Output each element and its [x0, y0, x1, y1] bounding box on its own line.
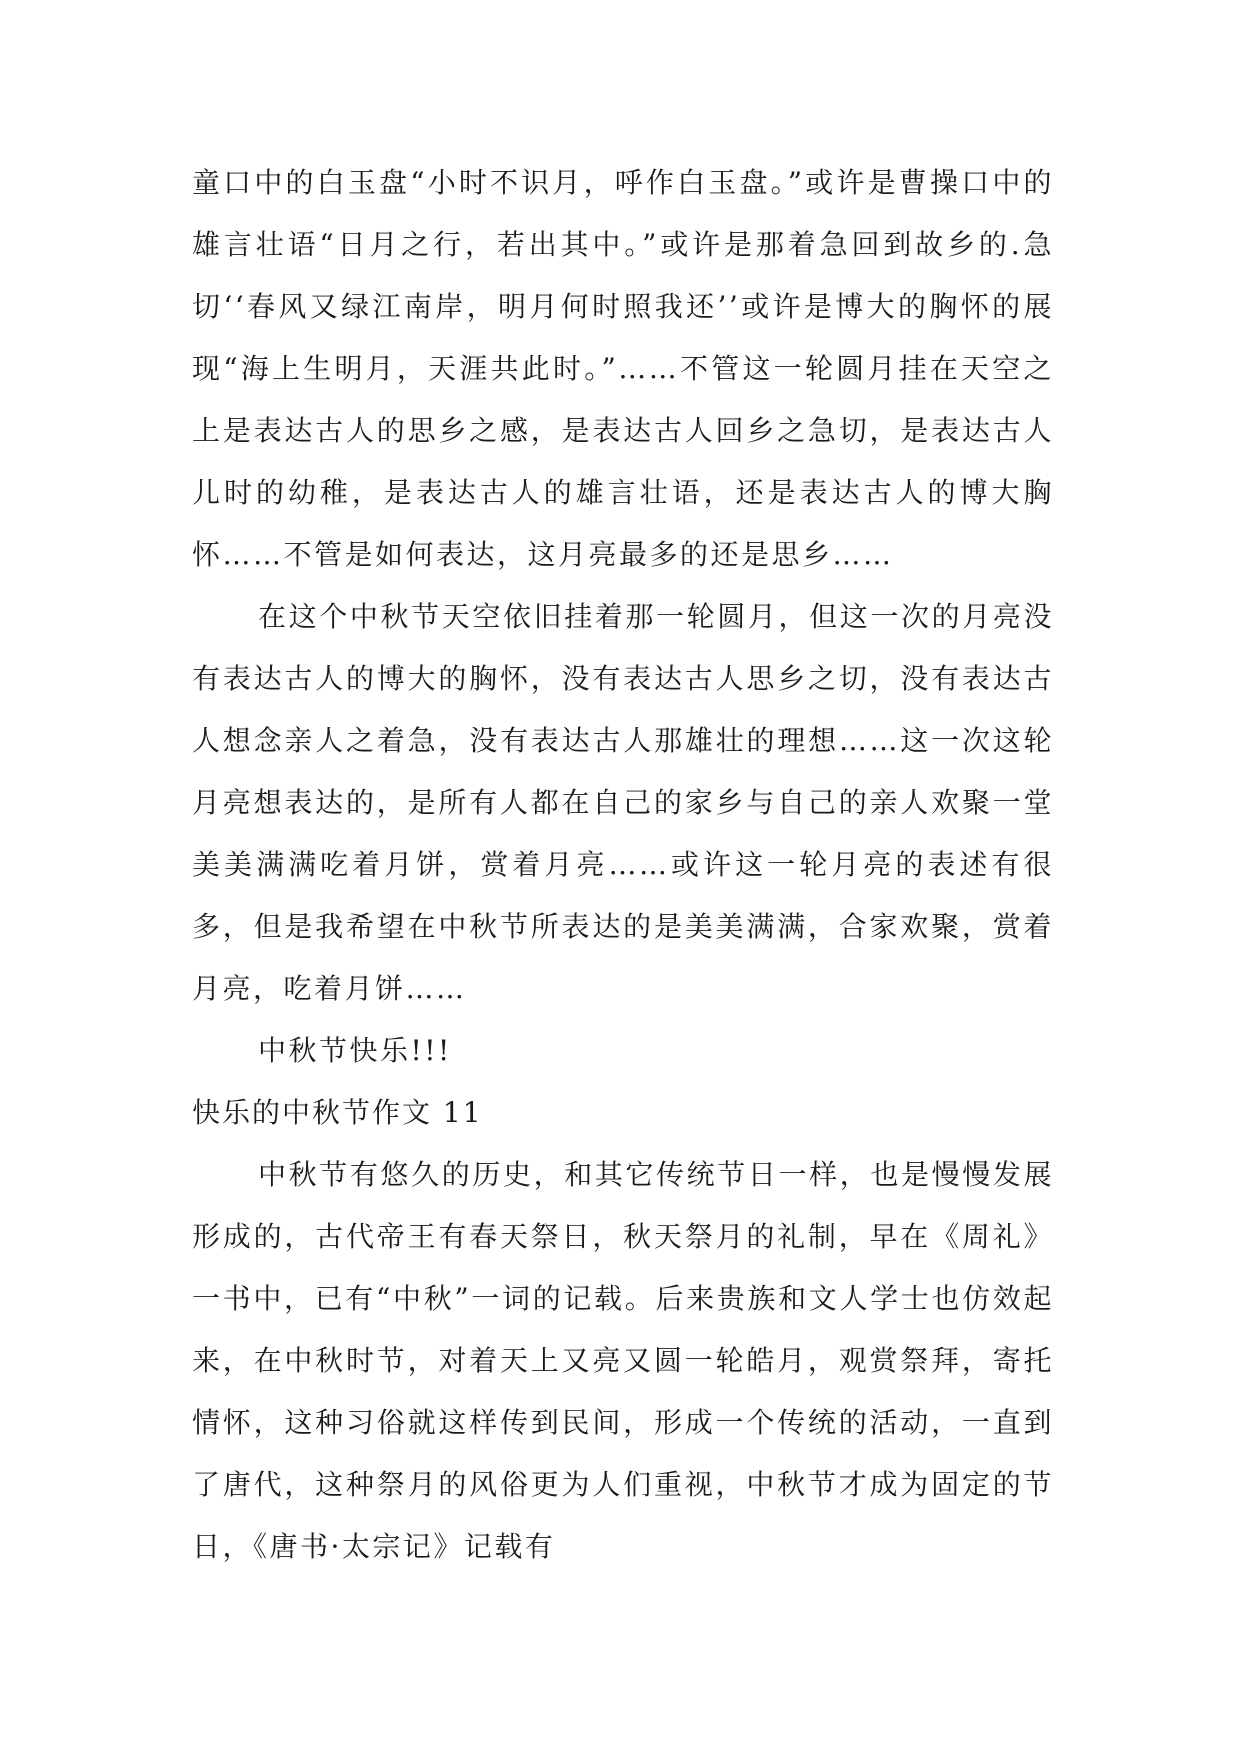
paragraph-moon-poems: 童口中的白玉盘“小时不识月，呼作白玉盘。”或许是曹操口中的雄言壮语“日月之行，若出其中。”或许是那着急回到故乡的.急切‘‘春风又绿江南岸，明月何时照我还’’或许是博大的胸怀的展现“海上生明月，天涯共此时。”……不管这一轮圆月挂在天空之上是表达古人的思乡之感，是表达古人回乡之急切，是表达古人儿时的幼稚，是表达古人的雄言壮语，还是表达古人的博大胸怀……不管是如何表达，这月亮最多的还是思乡……: [192, 166, 1054, 571]
document-body: [192, 152, 1054, 1578]
paragraph-greeting: 中秋节快乐!!!: [258, 1034, 452, 1067]
paragraph-festival-history: 中秋节有悠久的历史，和其它传统节日一样，也是慢慢发展形成的，古代帝王有春天祭日，秋天祭月的礼制，早在《周礼》一书中，已有“中秋”一词的记载。后来贵族和文人学士也仿效起来，在中秋时节，对着天上又亮又圆一轮皓月，观赏祭拜，寄托情怀，这种习俗就这样传到民间，形成一个传统的活动，一直到了唐代，这种祭月的风俗更为人们重视，中秋节才成为固定的节日，《唐书·太宗记》记载有: [192, 1158, 1054, 1563]
section-title: 快乐的中秋节作文 11: [192, 1096, 483, 1129]
paragraph-mid-autumn-reunion: 在这个中秋节天空依旧挂着那一轮圆月，但这一次的月亮没有表达古人的博大的胸怀，没有表达古人思乡之切，没有表达古人想念亲人之着急，没有表达古人那雄壮的理想……这一次这轮月亮想表达的，是所有人都在自己的家乡与自己的亲人欢聚一堂美美满满吃着月饼，赏着月亮……或许这一轮月亮的表述有很多，但是我希望在中秋节所表达的是美美满满，合家欢聚，赏着月亮，吃着月饼……: [192, 600, 1054, 1005]
